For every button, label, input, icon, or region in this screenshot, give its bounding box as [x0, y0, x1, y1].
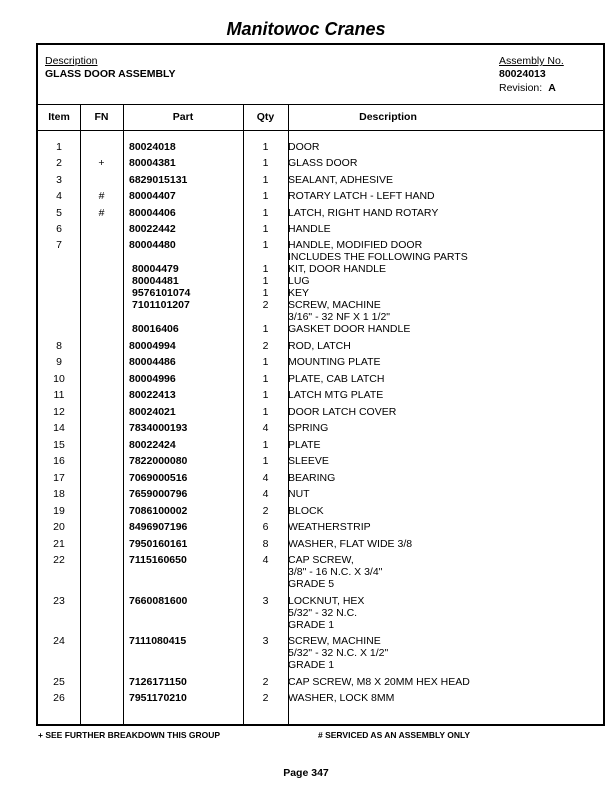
item-number: 14: [53, 422, 65, 434]
description-label: Description: [45, 55, 98, 67]
quantity: 1: [262, 190, 269, 202]
part-number: 7660081600: [129, 595, 188, 607]
part-description: [288, 299, 390, 323]
quantity: 3: [262, 635, 269, 647]
quantity: 8: [262, 538, 269, 550]
item-number: 2: [56, 157, 62, 169]
description-line: GASKET DOOR HANDLE: [288, 323, 411, 335]
description-line: WASHER, LOCK 8MM: [288, 692, 395, 704]
item-number: 9: [56, 356, 62, 368]
description-line: GRADE 5: [288, 578, 335, 590]
item-number: 25: [53, 676, 65, 688]
quantity: 1: [262, 275, 269, 287]
part-number: 80024021: [129, 406, 176, 418]
part-description: [288, 455, 329, 467]
quantity: 2: [262, 340, 269, 352]
item-number: 17: [53, 472, 65, 484]
assembly-no-label: Assembly No.: [499, 55, 564, 67]
part-description: [288, 595, 364, 631]
description-line: SLEEVE: [288, 455, 329, 467]
part-number: 80022424: [129, 439, 176, 451]
revision: [499, 82, 556, 94]
description-line: GRADE 1: [288, 619, 335, 631]
fn-marker: #: [98, 207, 105, 219]
part-description: [288, 174, 393, 186]
description-line: ROTARY LATCH - LEFT HAND: [288, 190, 435, 202]
part-description: [288, 157, 357, 169]
part-description: [288, 190, 435, 202]
quantity: 4: [262, 422, 269, 434]
quantity: 1: [262, 141, 269, 153]
item-number: 21: [53, 538, 65, 550]
description-line: WASHER, FLAT WIDE 3/8: [288, 538, 413, 550]
description-line: CAP SCREW, M8 X 20MM HEX HEAD: [288, 676, 470, 688]
part-number: 7659000796: [129, 488, 188, 500]
part-number: 80004481: [132, 275, 179, 287]
item-number: 26: [53, 692, 65, 704]
part-number: 7834000193: [129, 422, 188, 434]
item-number: 5: [56, 207, 62, 219]
quantity: 3: [262, 595, 269, 607]
part-number: 7115160650: [129, 554, 187, 566]
part-number: 80004480: [129, 239, 176, 251]
item-number: 8: [56, 340, 62, 352]
quantity: 6: [262, 521, 269, 533]
description-line: KEY: [288, 287, 310, 299]
description-line: SEALANT, ADHESIVE: [288, 174, 394, 186]
description-line: HANDLE, MODIFIED DOOR: [288, 239, 423, 251]
part-description: [288, 207, 438, 219]
description-line: DOOR: [288, 141, 320, 153]
part-number: 7126171150: [129, 676, 187, 688]
description-line: INCLUDES THE FOLLOWING PARTS: [288, 251, 468, 263]
part-description: [288, 275, 310, 287]
parts-table: [36, 43, 605, 726]
description-line: BEARING: [288, 472, 336, 484]
part-number: 7822000080: [129, 455, 188, 467]
part-number: 80024018: [129, 141, 176, 153]
item-number: 23: [53, 595, 65, 607]
part-description: [288, 239, 468, 263]
part-description: [288, 472, 335, 484]
item-number: 1: [56, 141, 62, 153]
assembly-no: 80024013: [499, 68, 546, 80]
quantity: 1: [262, 406, 269, 418]
item-number: 4: [56, 190, 62, 202]
quantity: 2: [262, 299, 269, 311]
divider: [123, 104, 124, 724]
part-description: [288, 406, 396, 418]
part-number: 7086100002: [129, 505, 188, 517]
assembly-name: GLASS DOOR ASSEMBLY: [45, 68, 176, 80]
quantity: 1: [262, 239, 269, 251]
description-line: HANDLE: [288, 223, 331, 235]
part-number: 7101101207: [132, 299, 190, 311]
part-description: [288, 692, 394, 704]
item-number: 15: [53, 439, 65, 451]
description-line: DOOR LATCH COVER: [288, 406, 397, 418]
revision-value: A: [548, 82, 556, 94]
fn-marker: #: [98, 190, 105, 202]
quantity: 1: [262, 323, 269, 335]
description-line: PLATE: [288, 439, 321, 451]
part-description: [288, 422, 328, 434]
part-description: [288, 223, 331, 235]
part-description: [288, 141, 320, 153]
description-line: PLATE, CAB LATCH: [288, 373, 385, 385]
footnote-hash: # SERVICED AS AN ASSEMBLY ONLY: [318, 730, 471, 740]
part-description: [288, 389, 383, 401]
part-description: [288, 439, 320, 451]
part-description: [288, 373, 384, 385]
item-number: 3: [56, 174, 62, 186]
description-line: SCREW, MACHINE: [288, 299, 381, 311]
part-number: 7111080415: [129, 635, 187, 647]
part-description: [288, 356, 381, 368]
part-number: 80016406: [132, 323, 179, 335]
description-line: SPRING: [288, 422, 329, 434]
col-qty: Qty: [256, 111, 275, 123]
item-number: 12: [53, 406, 65, 418]
description-line: 5/32" - 32 N.C.: [288, 607, 358, 619]
part-description: [288, 287, 309, 299]
footnote-plus: + SEE FURTHER BREAKDOWN THIS GROUP: [38, 730, 221, 740]
part-description: [288, 554, 382, 590]
part-number: 6829015131: [129, 174, 188, 186]
part-number: 80004381: [129, 157, 176, 169]
description-line: LATCH MTG PLATE: [288, 389, 384, 401]
item-number: 24: [53, 635, 65, 647]
item-number: 10: [53, 373, 65, 385]
description-line: LUG: [288, 275, 310, 287]
description-line: 3/16" - 32 NF X 1 1/2": [288, 311, 391, 323]
description-line: CAP SCREW,: [288, 554, 354, 566]
page-title: Manitowoc Cranes: [226, 19, 386, 39]
quantity: 1: [262, 439, 269, 451]
item-number: 11: [53, 389, 65, 401]
part-number: 9576101074: [132, 287, 191, 299]
part-description: [288, 538, 412, 550]
assembly-header: [38, 45, 603, 105]
description-line: GLASS DOOR: [288, 157, 358, 169]
quantity: 1: [262, 263, 269, 275]
quantity: 1: [262, 455, 269, 467]
part-number: 80004407: [129, 190, 176, 202]
description-line: 5/32" - 32 N.C. X 1/2": [288, 647, 389, 659]
quantity: 1: [262, 389, 269, 401]
quantity: 1: [262, 356, 269, 368]
item-number: 19: [53, 505, 65, 517]
description-line: GRADE 1: [288, 659, 335, 671]
part-number: 80004996: [129, 373, 176, 385]
description-line: NUT: [288, 488, 310, 500]
part-number: 80004406: [129, 207, 176, 219]
part-number: 80004486: [129, 356, 176, 368]
item-number: 20: [53, 521, 65, 533]
quantity: 2: [262, 676, 269, 688]
quantity: 4: [262, 472, 269, 484]
part-description: [288, 505, 324, 517]
description-line: LOCKNUT, HEX: [288, 595, 365, 607]
description-line: KIT, DOOR HANDLE: [288, 263, 387, 275]
quantity: 1: [262, 223, 269, 235]
item-number: 7: [56, 239, 62, 251]
revision-label: Revision:: [499, 82, 543, 94]
item-number: 22: [53, 554, 65, 566]
part-number: 8496907196: [129, 521, 188, 533]
part-number: 7950160161: [129, 538, 188, 550]
part-number: 80022442: [129, 223, 176, 235]
description-line: LATCH, RIGHT HAND ROTARY: [288, 207, 439, 219]
part-description: [288, 323, 410, 335]
part-description: [288, 340, 351, 352]
part-number: 7951170210: [129, 692, 187, 704]
fn-marker: +: [98, 157, 105, 169]
item-number: 6: [56, 223, 62, 235]
part-number: 80004994: [129, 340, 176, 352]
description-line: 3/8" - 16 N.C. X 3/4": [288, 566, 383, 578]
quantity: 1: [262, 174, 269, 186]
quantity: 2: [262, 692, 269, 704]
quantity: 2: [262, 505, 269, 517]
description-line: BLOCK: [288, 505, 324, 517]
quantity: 1: [262, 157, 269, 169]
col-item: Item: [48, 111, 70, 123]
item-number: 18: [53, 488, 65, 500]
description-line: SCREW, MACHINE: [288, 635, 381, 647]
part-description: [288, 521, 371, 533]
item-number: 16: [53, 455, 65, 467]
quantity: 4: [262, 554, 269, 566]
part-description: [288, 635, 388, 671]
quantity: 4: [262, 488, 269, 500]
part-number: 80004479: [132, 263, 179, 275]
part-number: 7069000516: [129, 472, 188, 484]
description-line: ROD, LATCH: [288, 340, 351, 352]
part-description: [288, 488, 310, 500]
col-description: Description: [359, 111, 417, 123]
description-line: WEATHERSTRIP: [288, 521, 371, 533]
quantity: 1: [262, 287, 269, 299]
quantity: 1: [262, 373, 269, 385]
part-number: 80022413: [129, 389, 176, 401]
page-number: Page 347: [283, 767, 329, 779]
col-part: Part: [172, 111, 194, 123]
description-line: MOUNTING PLATE: [288, 356, 381, 368]
quantity: 1: [262, 207, 269, 219]
part-description: [288, 263, 386, 275]
part-description: [288, 676, 470, 688]
col-fn: FN: [94, 111, 109, 123]
